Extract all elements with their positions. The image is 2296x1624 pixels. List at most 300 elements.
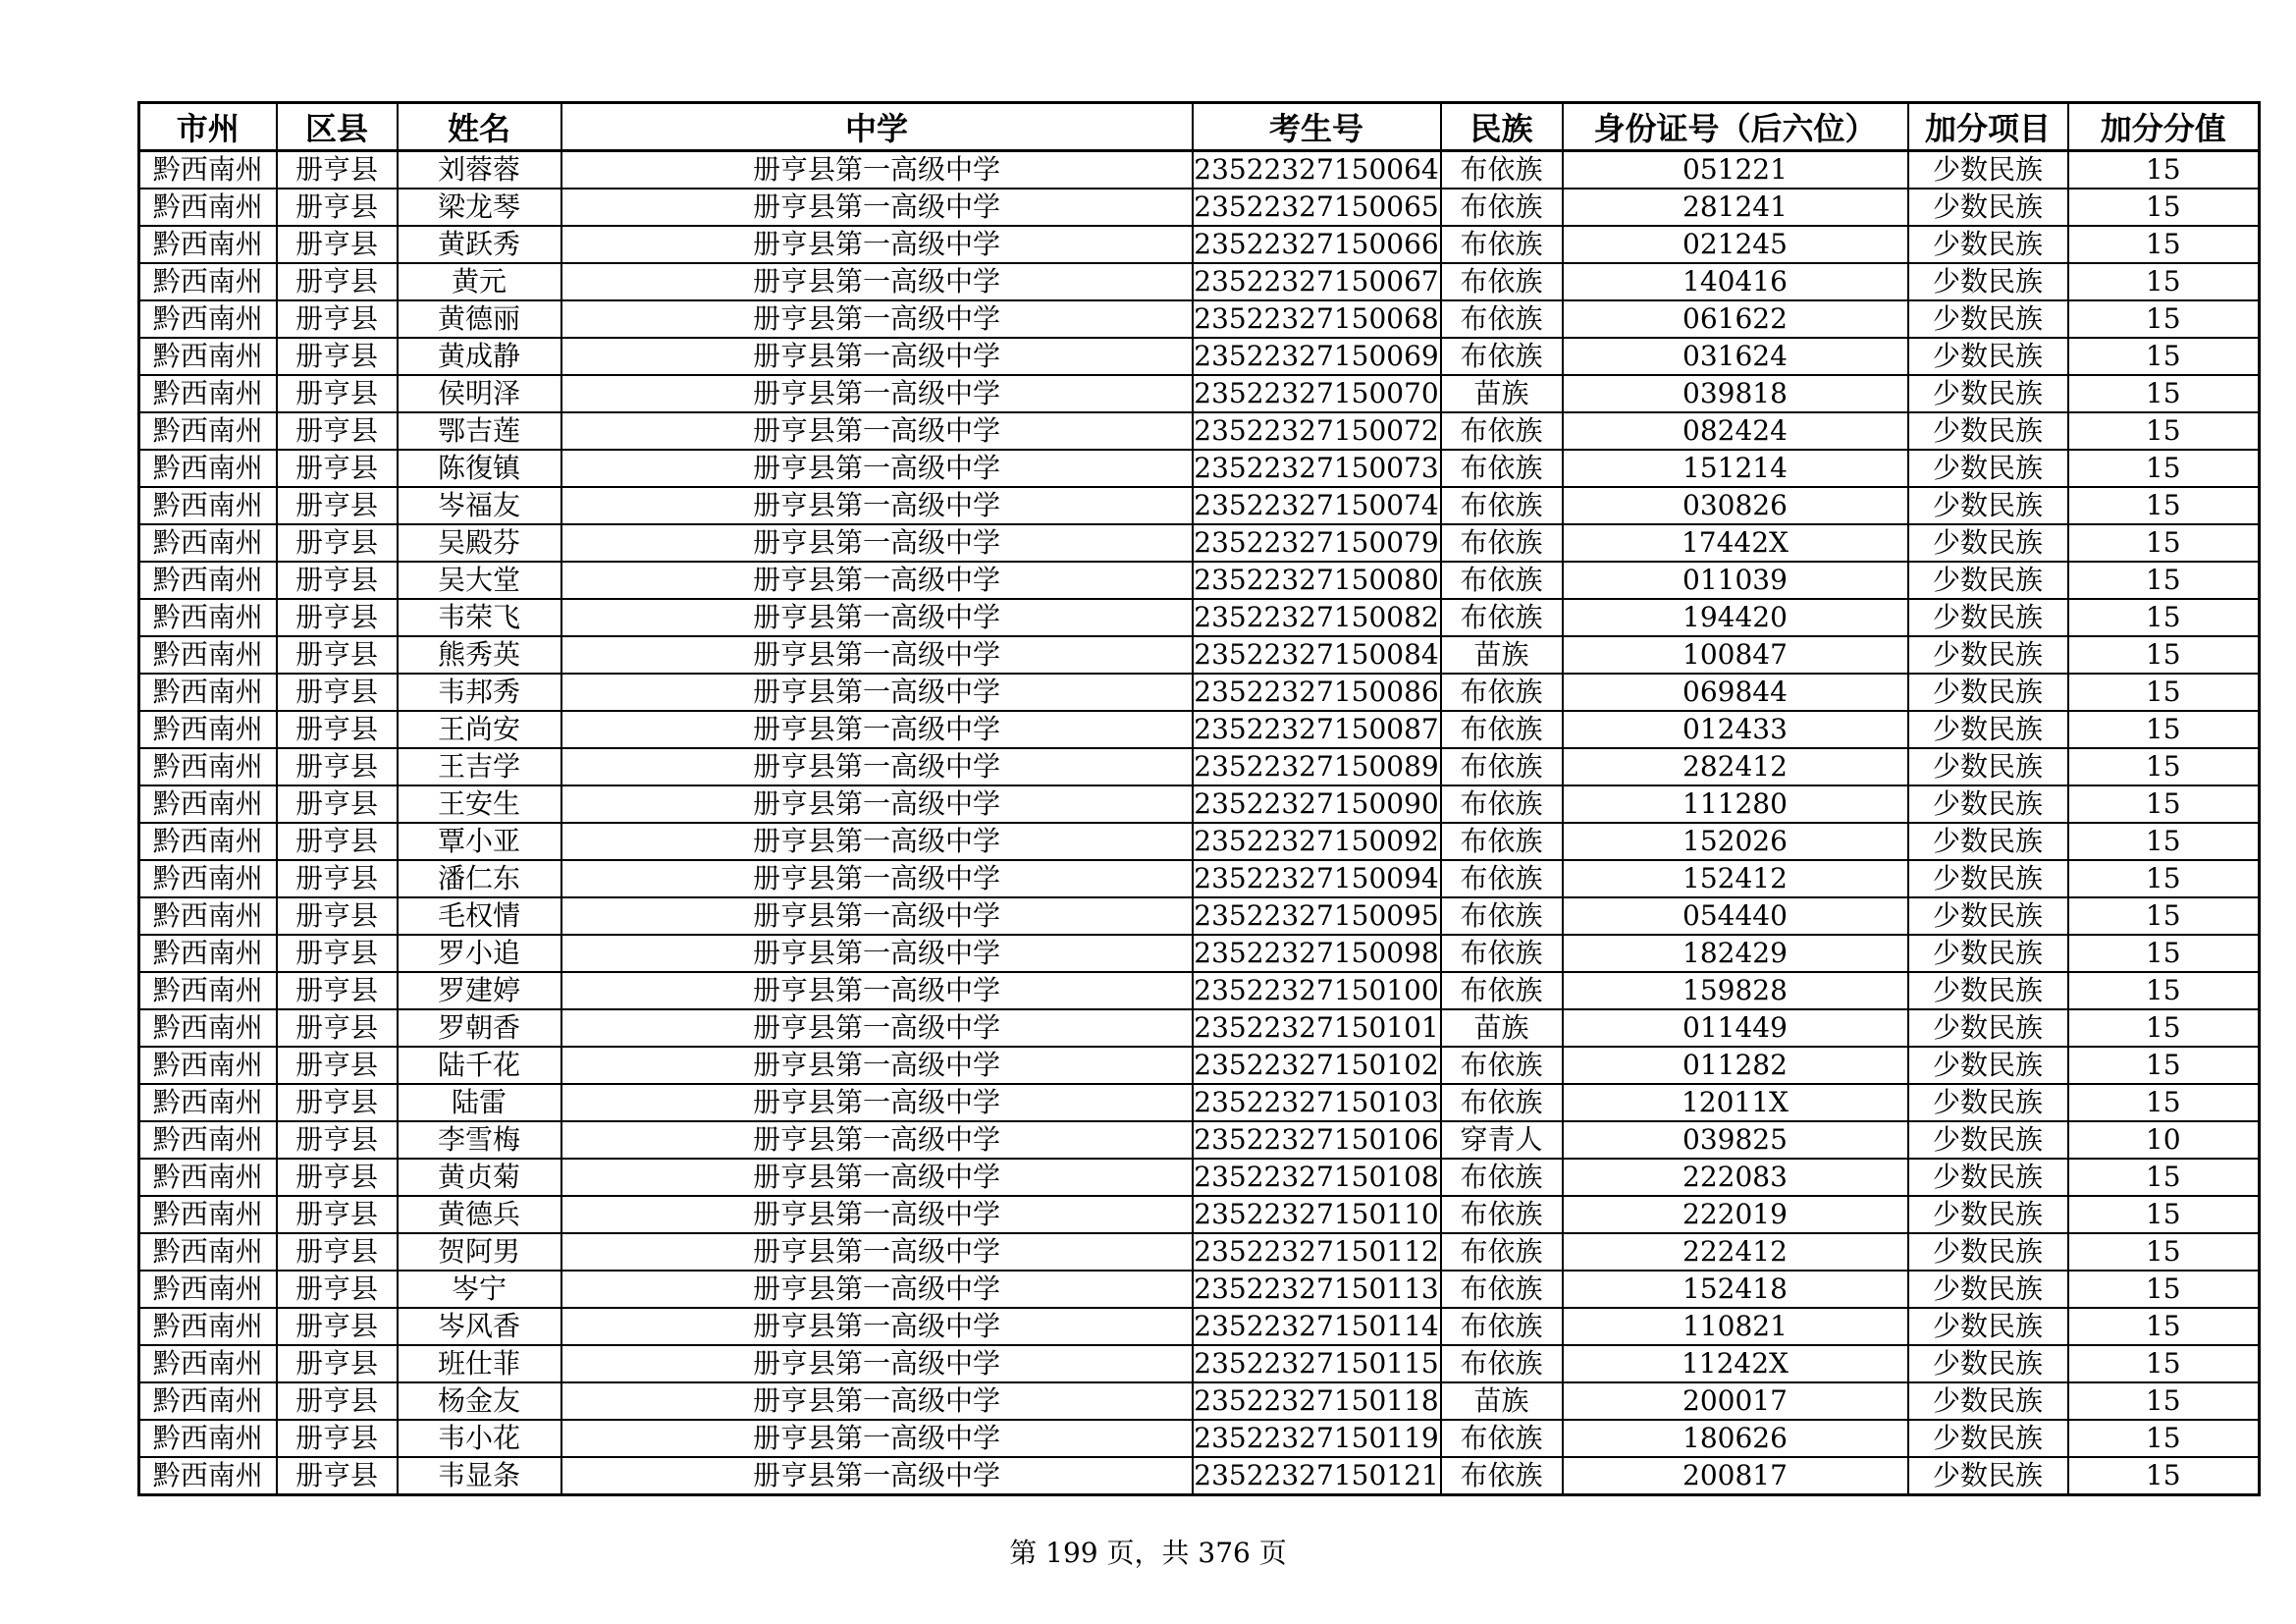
cell-school: 册亨县第一高级中学 xyxy=(561,524,1193,562)
cell-id-last-six: 282412 xyxy=(1563,748,1908,785)
cell-id-last-six: 140416 xyxy=(1563,263,1908,300)
cell-id-last-six: 011039 xyxy=(1563,562,1908,599)
cell-city: 黔西南州 xyxy=(139,636,277,674)
cell-school: 册亨县第一高级中学 xyxy=(561,860,1193,897)
cell-id-last-six: 152418 xyxy=(1563,1271,1908,1308)
cell-city: 黔西南州 xyxy=(139,300,277,338)
cell-bonus-item: 少数民族 xyxy=(1908,524,2068,562)
cell-id-last-six: 082424 xyxy=(1563,412,1908,450)
cell-ethnicity: 布依族 xyxy=(1441,263,1563,300)
table-row xyxy=(139,263,2260,300)
cell-bonus-points: 15 xyxy=(2068,1382,2260,1420)
cell-name: 陆千花 xyxy=(398,1047,561,1084)
cell-county: 册亨县 xyxy=(277,524,398,562)
cell-exam-number: 23522327150079 xyxy=(1193,524,1441,562)
cell-county: 册亨县 xyxy=(277,1271,398,1308)
cell-school: 册亨县第一高级中学 xyxy=(561,674,1193,711)
cell-id-last-six: 182429 xyxy=(1563,935,1908,972)
cell-county: 册亨县 xyxy=(277,1047,398,1084)
cell-county: 册亨县 xyxy=(277,1009,398,1047)
cell-city: 黔西南州 xyxy=(139,1382,277,1420)
cell-exam-number: 23522327150072 xyxy=(1193,412,1441,450)
cell-ethnicity: 布依族 xyxy=(1441,562,1563,599)
table-row xyxy=(139,823,2260,860)
cell-county: 册亨县 xyxy=(277,1345,398,1382)
table-row xyxy=(139,1271,2260,1308)
cell-county: 册亨县 xyxy=(277,1420,398,1457)
cell-bonus-points: 15 xyxy=(2068,972,2260,1009)
cell-name: 潘仁东 xyxy=(398,860,561,897)
cell-ethnicity: 布依族 xyxy=(1441,1159,1563,1196)
cell-bonus-item: 少数民族 xyxy=(1908,1233,2068,1271)
table-row xyxy=(139,897,2260,935)
cell-bonus-points: 15 xyxy=(2068,785,2260,823)
table-row xyxy=(139,1159,2260,1196)
cell-bonus-points: 15 xyxy=(2068,226,2260,263)
table-row xyxy=(139,1420,2260,1457)
cell-bonus-item: 少数民族 xyxy=(1908,338,2068,375)
table-row xyxy=(139,1196,2260,1233)
cell-exam-number: 23522327150090 xyxy=(1193,785,1441,823)
cell-id-last-six: 039825 xyxy=(1563,1121,1908,1159)
table-row xyxy=(139,487,2260,524)
cell-id-last-six: 051221 xyxy=(1563,151,1908,189)
cell-city: 黔西南州 xyxy=(139,1271,277,1308)
cell-id-last-six: 012433 xyxy=(1563,711,1908,748)
cell-county: 册亨县 xyxy=(277,189,398,226)
table-row xyxy=(139,935,2260,972)
cell-name: 吴大堂 xyxy=(398,562,561,599)
cell-name: 陈復镇 xyxy=(398,450,561,487)
cell-bonus-points: 15 xyxy=(2068,1420,2260,1457)
cell-bonus-item: 少数民族 xyxy=(1908,412,2068,450)
cell-bonus-points: 15 xyxy=(2068,524,2260,562)
cell-county: 册亨县 xyxy=(277,1233,398,1271)
cell-name: 李雪梅 xyxy=(398,1121,561,1159)
cell-bonus-points: 15 xyxy=(2068,1233,2260,1271)
cell-bonus-points: 15 xyxy=(2068,599,2260,636)
cell-county: 册亨县 xyxy=(277,711,398,748)
cell-county: 册亨县 xyxy=(277,1121,398,1159)
cell-city: 黔西南州 xyxy=(139,263,277,300)
cell-city: 黔西南州 xyxy=(139,151,277,189)
cell-county: 册亨县 xyxy=(277,636,398,674)
cell-county: 册亨县 xyxy=(277,897,398,935)
header-name: 姓名 xyxy=(398,103,561,151)
cell-county: 册亨县 xyxy=(277,674,398,711)
cell-bonus-item: 少数民族 xyxy=(1908,1345,2068,1382)
cell-county: 册亨县 xyxy=(277,1308,398,1345)
cell-exam-number: 23522327150089 xyxy=(1193,748,1441,785)
cell-bonus-points: 15 xyxy=(2068,1159,2260,1196)
header-bonus-points: 加分分值 xyxy=(2068,103,2260,151)
cell-ethnicity: 布依族 xyxy=(1441,450,1563,487)
cell-id-last-six: 200017 xyxy=(1563,1382,1908,1420)
cell-bonus-points: 15 xyxy=(2068,189,2260,226)
cell-bonus-points: 15 xyxy=(2068,1196,2260,1233)
cell-ethnicity: 布依族 xyxy=(1441,412,1563,450)
cell-ethnicity: 布依族 xyxy=(1441,189,1563,226)
cell-ethnicity: 布依族 xyxy=(1441,748,1563,785)
cell-school: 册亨县第一高级中学 xyxy=(561,562,1193,599)
cell-city: 黔西南州 xyxy=(139,823,277,860)
table-row xyxy=(139,599,2260,636)
cell-ethnicity: 布依族 xyxy=(1441,1271,1563,1308)
cell-ethnicity: 布依族 xyxy=(1441,1233,1563,1271)
cell-name: 陆雷 xyxy=(398,1084,561,1121)
cell-city: 黔西南州 xyxy=(139,1009,277,1047)
cell-bonus-item: 少数民族 xyxy=(1908,935,2068,972)
cell-id-last-six: 111280 xyxy=(1563,785,1908,823)
cell-bonus-points: 15 xyxy=(2068,1271,2260,1308)
table-row xyxy=(139,524,2260,562)
cell-bonus-item: 少数民族 xyxy=(1908,1121,2068,1159)
table-row xyxy=(139,785,2260,823)
cell-bonus-item: 少数民族 xyxy=(1908,1382,2068,1420)
cell-bonus-points: 15 xyxy=(2068,674,2260,711)
cell-bonus-points: 15 xyxy=(2068,823,2260,860)
cell-name: 韦小花 xyxy=(398,1420,561,1457)
cell-exam-number: 23522327150080 xyxy=(1193,562,1441,599)
cell-name: 鄂吉莲 xyxy=(398,412,561,450)
cell-bonus-item: 少数民族 xyxy=(1908,860,2068,897)
cell-exam-number: 23522327150110 xyxy=(1193,1196,1441,1233)
cell-bonus-points: 15 xyxy=(2068,450,2260,487)
cell-bonus-points: 15 xyxy=(2068,935,2260,972)
cell-id-last-six: 152026 xyxy=(1563,823,1908,860)
table-row xyxy=(139,562,2260,599)
cell-id-last-six: 011449 xyxy=(1563,1009,1908,1047)
header-id-last-six: 身份证号（后六位） xyxy=(1563,103,1908,151)
cell-city: 黔西南州 xyxy=(139,599,277,636)
cell-exam-number: 23522327150103 xyxy=(1193,1084,1441,1121)
cell-bonus-item: 少数民族 xyxy=(1908,1009,2068,1047)
cell-bonus-item: 少数民族 xyxy=(1908,487,2068,524)
cell-name: 王吉学 xyxy=(398,748,561,785)
cell-city: 黔西南州 xyxy=(139,748,277,785)
cell-name: 班仕菲 xyxy=(398,1345,561,1382)
cell-county: 册亨县 xyxy=(277,1382,398,1420)
cell-bonus-points: 15 xyxy=(2068,487,2260,524)
cell-school: 册亨县第一高级中学 xyxy=(561,636,1193,674)
cell-school: 册亨县第一高级中学 xyxy=(561,189,1193,226)
cell-bonus-points: 15 xyxy=(2068,300,2260,338)
cell-ethnicity: 布依族 xyxy=(1441,1047,1563,1084)
table-row xyxy=(139,1308,2260,1345)
cell-bonus-points: 15 xyxy=(2068,562,2260,599)
table-row xyxy=(139,972,2260,1009)
cell-name: 吴殿芬 xyxy=(398,524,561,562)
cell-school: 册亨县第一高级中学 xyxy=(561,1308,1193,1345)
cell-city: 黔西南州 xyxy=(139,1159,277,1196)
cell-county: 册亨县 xyxy=(277,823,398,860)
cell-id-last-six: 222412 xyxy=(1563,1233,1908,1271)
cell-school: 册亨县第一高级中学 xyxy=(561,1382,1193,1420)
cell-bonus-points: 15 xyxy=(2068,338,2260,375)
cell-ethnicity: 布依族 xyxy=(1441,823,1563,860)
cell-bonus-item: 少数民族 xyxy=(1908,1084,2068,1121)
header-city: 市州 xyxy=(139,103,277,151)
cell-school: 册亨县第一高级中学 xyxy=(561,711,1193,748)
cell-city: 黔西南州 xyxy=(139,1233,277,1271)
cell-ethnicity: 布依族 xyxy=(1441,487,1563,524)
cell-exam-number: 23522327150102 xyxy=(1193,1047,1441,1084)
cell-ethnicity: 布依族 xyxy=(1441,711,1563,748)
cell-exam-number: 23522327150087 xyxy=(1193,711,1441,748)
table-row xyxy=(139,1121,2260,1159)
cell-bonus-item: 少数民族 xyxy=(1908,1159,2068,1196)
table-row xyxy=(139,1233,2260,1271)
cell-id-last-six: 180626 xyxy=(1563,1420,1908,1457)
cell-id-last-six: 061622 xyxy=(1563,300,1908,338)
cell-name: 罗朝香 xyxy=(398,1009,561,1047)
cell-bonus-points: 15 xyxy=(2068,748,2260,785)
cell-id-last-six: 021245 xyxy=(1563,226,1908,263)
cell-exam-number: 23522327150094 xyxy=(1193,860,1441,897)
cell-county: 册亨县 xyxy=(277,972,398,1009)
table-row xyxy=(139,1084,2260,1121)
table-row xyxy=(139,189,2260,226)
cell-id-last-six: 011282 xyxy=(1563,1047,1908,1084)
cell-county: 册亨县 xyxy=(277,935,398,972)
cell-county: 册亨县 xyxy=(277,748,398,785)
cell-name: 覃小亚 xyxy=(398,823,561,860)
cell-exam-number: 23522327150095 xyxy=(1193,897,1441,935)
cell-bonus-points: 15 xyxy=(2068,412,2260,450)
cell-name: 韦显条 xyxy=(398,1457,561,1495)
cell-name: 梁龙琴 xyxy=(398,189,561,226)
cell-name: 侯明泽 xyxy=(398,375,561,412)
cell-city: 黔西南州 xyxy=(139,1084,277,1121)
cell-bonus-item: 少数民族 xyxy=(1908,636,2068,674)
cell-city: 黔西南州 xyxy=(139,897,277,935)
cell-county: 册亨县 xyxy=(277,226,398,263)
cell-school: 册亨县第一高级中学 xyxy=(561,897,1193,935)
cell-school: 册亨县第一高级中学 xyxy=(561,1457,1193,1495)
cell-bonus-points: 15 xyxy=(2068,1047,2260,1084)
cell-bonus-item: 少数民族 xyxy=(1908,1047,2068,1084)
cell-id-last-six: 031624 xyxy=(1563,338,1908,375)
cell-exam-number: 23522327150074 xyxy=(1193,487,1441,524)
cell-school: 册亨县第一高级中学 xyxy=(561,487,1193,524)
table-row xyxy=(139,674,2260,711)
cell-ethnicity: 布依族 xyxy=(1441,151,1563,189)
cell-city: 黔西南州 xyxy=(139,1308,277,1345)
cell-county: 册亨县 xyxy=(277,1159,398,1196)
cell-bonus-item: 少数民族 xyxy=(1908,263,2068,300)
cell-ethnicity: 布依族 xyxy=(1441,785,1563,823)
cell-exam-number: 23522327150115 xyxy=(1193,1345,1441,1382)
cell-city: 黔西南州 xyxy=(139,1345,277,1382)
header-bonus-item: 加分项目 xyxy=(1908,103,2068,151)
cell-name: 黄跃秀 xyxy=(398,226,561,263)
cell-city: 黔西南州 xyxy=(139,1457,277,1495)
cell-school: 册亨县第一高级中学 xyxy=(561,1121,1193,1159)
cell-school: 册亨县第一高级中学 xyxy=(561,226,1193,263)
cell-bonus-points: 15 xyxy=(2068,375,2260,412)
cell-ethnicity: 布依族 xyxy=(1441,1457,1563,1495)
cell-ethnicity: 布依族 xyxy=(1441,935,1563,972)
cell-ethnicity: 苗族 xyxy=(1441,375,1563,412)
cell-bonus-item: 少数民族 xyxy=(1908,1308,2068,1345)
cell-bonus-points: 15 xyxy=(2068,636,2260,674)
cell-bonus-item: 少数民族 xyxy=(1908,1196,2068,1233)
cell-name: 岑福友 xyxy=(398,487,561,524)
cell-bonus-item: 少数民族 xyxy=(1908,375,2068,412)
cell-school: 册亨县第一高级中学 xyxy=(561,599,1193,636)
cell-bonus-item: 少数民族 xyxy=(1908,897,2068,935)
cell-id-last-six: 159828 xyxy=(1563,972,1908,1009)
cell-county: 册亨县 xyxy=(277,375,398,412)
header-county: 区县 xyxy=(277,103,398,151)
cell-bonus-item: 少数民族 xyxy=(1908,562,2068,599)
cell-city: 黔西南州 xyxy=(139,860,277,897)
cell-city: 黔西南州 xyxy=(139,562,277,599)
cell-exam-number: 23522327150084 xyxy=(1193,636,1441,674)
table-row xyxy=(139,151,2260,189)
cell-ethnicity: 布依族 xyxy=(1441,897,1563,935)
cell-city: 黔西南州 xyxy=(139,711,277,748)
cell-bonus-points: 15 xyxy=(2068,1308,2260,1345)
cell-bonus-points: 15 xyxy=(2068,151,2260,189)
cell-bonus-points: 15 xyxy=(2068,1345,2260,1382)
cell-bonus-item: 少数民族 xyxy=(1908,189,2068,226)
cell-bonus-item: 少数民族 xyxy=(1908,785,2068,823)
cell-bonus-points: 15 xyxy=(2068,263,2260,300)
cell-exam-number: 23522327150118 xyxy=(1193,1382,1441,1420)
cell-exam-number: 23522327150082 xyxy=(1193,599,1441,636)
cell-bonus-item: 少数民族 xyxy=(1908,226,2068,263)
cell-exam-number: 23522327150098 xyxy=(1193,935,1441,972)
table-row xyxy=(139,1047,2260,1084)
cell-school: 册亨县第一高级中学 xyxy=(561,375,1193,412)
cell-ethnicity: 苗族 xyxy=(1441,1009,1563,1047)
cell-city: 黔西南州 xyxy=(139,1047,277,1084)
cell-ethnicity: 布依族 xyxy=(1441,1084,1563,1121)
cell-school: 册亨县第一高级中学 xyxy=(561,1345,1193,1382)
cell-bonus-item: 少数民族 xyxy=(1908,1457,2068,1495)
cell-county: 册亨县 xyxy=(277,1196,398,1233)
cell-id-last-six: 151214 xyxy=(1563,450,1908,487)
cell-school: 册亨县第一高级中学 xyxy=(561,412,1193,450)
cell-name: 韦邦秀 xyxy=(398,674,561,711)
table-row xyxy=(139,1382,2260,1420)
cell-county: 册亨县 xyxy=(277,1084,398,1121)
cell-id-last-six: 200817 xyxy=(1563,1457,1908,1495)
cell-bonus-item: 少数民族 xyxy=(1908,450,2068,487)
table-row xyxy=(139,412,2260,450)
cell-name: 熊秀英 xyxy=(398,636,561,674)
cell-ethnicity: 布依族 xyxy=(1441,1345,1563,1382)
cell-exam-number: 23522327150066 xyxy=(1193,226,1441,263)
cell-id-last-six: 110821 xyxy=(1563,1308,1908,1345)
cell-exam-number: 23522327150068 xyxy=(1193,300,1441,338)
cell-county: 册亨县 xyxy=(277,860,398,897)
cell-ethnicity: 布依族 xyxy=(1441,226,1563,263)
cell-city: 黔西南州 xyxy=(139,972,277,1009)
cell-id-last-six: 12011X xyxy=(1563,1084,1908,1121)
cell-exam-number: 23522327150067 xyxy=(1193,263,1441,300)
cell-county: 册亨县 xyxy=(277,412,398,450)
cell-name: 王安生 xyxy=(398,785,561,823)
cell-school: 册亨县第一高级中学 xyxy=(561,450,1193,487)
header-exam-number: 考生号 xyxy=(1193,103,1441,151)
cell-id-last-six: 152412 xyxy=(1563,860,1908,897)
cell-name: 罗建婷 xyxy=(398,972,561,1009)
cell-id-last-six: 11242X xyxy=(1563,1345,1908,1382)
cell-ethnicity: 穿青人 xyxy=(1441,1121,1563,1159)
cell-id-last-six: 222019 xyxy=(1563,1196,1908,1233)
cell-exam-number: 23522327150069 xyxy=(1193,338,1441,375)
cell-city: 黔西南州 xyxy=(139,375,277,412)
cell-county: 册亨县 xyxy=(277,300,398,338)
cell-city: 黔西南州 xyxy=(139,1420,277,1457)
cell-exam-number: 23522327150112 xyxy=(1193,1233,1441,1271)
cell-county: 册亨县 xyxy=(277,450,398,487)
cell-city: 黔西南州 xyxy=(139,524,277,562)
cell-name: 罗小追 xyxy=(398,935,561,972)
cell-city: 黔西南州 xyxy=(139,189,277,226)
page-number-label: 第 199 页，共 376 页 xyxy=(1009,1537,1287,1569)
cell-exam-number: 23522327150073 xyxy=(1193,450,1441,487)
cell-name: 黄德兵 xyxy=(398,1196,561,1233)
cell-county: 册亨县 xyxy=(277,338,398,375)
cell-school: 册亨县第一高级中学 xyxy=(561,785,1193,823)
cell-county: 册亨县 xyxy=(277,1457,398,1495)
table-row xyxy=(139,1345,2260,1382)
cell-city: 黔西南州 xyxy=(139,338,277,375)
cell-bonus-points: 15 xyxy=(2068,1009,2260,1047)
table-row xyxy=(139,300,2260,338)
table-row xyxy=(139,1009,2260,1047)
cell-name: 刘蓉蓉 xyxy=(398,151,561,189)
cell-name: 岑宁 xyxy=(398,1271,561,1308)
cell-school: 册亨县第一高级中学 xyxy=(561,263,1193,300)
table-row xyxy=(139,1457,2260,1495)
cell-ethnicity: 布依族 xyxy=(1441,338,1563,375)
cell-bonus-item: 少数民族 xyxy=(1908,972,2068,1009)
cell-ethnicity: 布依族 xyxy=(1441,599,1563,636)
cell-school: 册亨县第一高级中学 xyxy=(561,300,1193,338)
table-row xyxy=(139,711,2260,748)
header-school: 中学 xyxy=(561,103,1193,151)
cell-city: 黔西南州 xyxy=(139,412,277,450)
cell-exam-number: 23522327150070 xyxy=(1193,375,1441,412)
cell-school: 册亨县第一高级中学 xyxy=(561,823,1193,860)
table-row xyxy=(139,748,2260,785)
page-footer xyxy=(0,1532,2296,1571)
cell-school: 册亨县第一高级中学 xyxy=(561,748,1193,785)
cell-name: 韦荣飞 xyxy=(398,599,561,636)
cell-bonus-item: 少数民族 xyxy=(1908,599,2068,636)
cell-school: 册亨县第一高级中学 xyxy=(561,972,1193,1009)
cell-county: 册亨县 xyxy=(277,785,398,823)
cell-id-last-six: 194420 xyxy=(1563,599,1908,636)
cell-name: 黄元 xyxy=(398,263,561,300)
cell-bonus-points: 15 xyxy=(2068,860,2260,897)
table-row xyxy=(139,636,2260,674)
cell-city: 黔西南州 xyxy=(139,785,277,823)
cell-bonus-item: 少数民族 xyxy=(1908,1271,2068,1308)
cell-bonus-points: 15 xyxy=(2068,897,2260,935)
cell-exam-number: 23522327150065 xyxy=(1193,189,1441,226)
cell-id-last-six: 039818 xyxy=(1563,375,1908,412)
cell-ethnicity: 苗族 xyxy=(1441,636,1563,674)
cell-ethnicity: 布依族 xyxy=(1441,1196,1563,1233)
cell-bonus-points: 15 xyxy=(2068,711,2260,748)
cell-id-last-six: 069844 xyxy=(1563,674,1908,711)
cell-exam-number: 23522327150086 xyxy=(1193,674,1441,711)
